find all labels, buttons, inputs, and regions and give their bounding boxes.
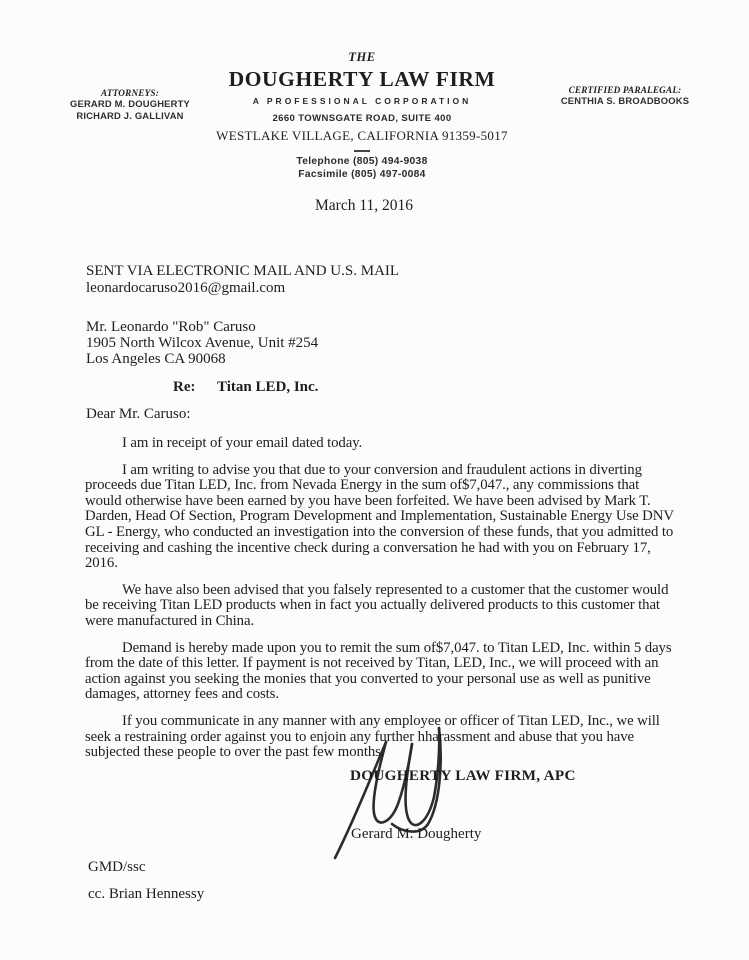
- firm-street-address: 2660 TOWNSGATE ROAD, SUITE 400: [272, 113, 452, 124]
- body-paragraph: Demand is hereby made upon you to remit the sum of$7,047. to Titan LED, Inc. within 5 days from the date of this letter. If payment is not received by Titan, LED, Inc., we will proceed with an action against you seeking the monies that you converted to your personal use as well as punitive damages, attorney fees and costs.: [85, 639, 672, 703]
- recipient-email: leonardocaruso2016@gmail.com: [86, 280, 286, 296]
- delivery-method-block: [86, 263, 399, 297]
- recipient-city: Los Angeles CA 90068: [86, 350, 226, 367]
- paralegal-name: CENTHIA S. BROADBOOKS: [560, 95, 690, 106]
- firm-article: THE: [348, 50, 376, 64]
- firm-city-address: WESTLAKE VILLAGE, CALIFORNIA 91359-5017: [216, 128, 508, 143]
- signature-firm-line: DOUGHERTY LAW FIRM, APC: [350, 767, 576, 784]
- salutation: Dear Mr. Caruso:: [86, 406, 191, 422]
- body-paragraph: If you communicate in any manner with any employee or officer of Titan LED, Inc., we will seek a restraining order against you to enjoin any further hharassment and abuse that you have subjected these people to over the past few months.: [85, 712, 660, 761]
- paralegal-block: [535, 85, 715, 107]
- typist-initials: GMD/ssc: [88, 859, 146, 875]
- re-line: [173, 379, 318, 396]
- recipient-name: Mr. Leonardo "Rob" Caruso: [86, 319, 256, 335]
- letter-date: March 11, 2016: [315, 197, 414, 214]
- delivery-method-line: SENT VIA ELECTRONIC MAIL AND U.S. MAIL: [86, 263, 400, 279]
- facsimile-line: Facsimile (805) 497-0084: [298, 168, 426, 180]
- firm-subtitle: A PROFESSIONAL CORPORATION: [252, 96, 472, 106]
- attorneys-label: ATTORNEYS:: [101, 88, 159, 98]
- firm-name: DOUGHERTY LAW FIRM: [228, 67, 496, 91]
- letter-body: [85, 436, 677, 772]
- body-paragraph: I am writing to advise you that due to your conversion and fraudulent actions in diverting proceeds due Titan LED, Inc. from Nevada Energy in the sum of$7,047., any commissions that would otherwise have been earned by you have been forfeited. We have been advised by Mark T. Darden, Head Of Section, Program Development and Implementation, Sustainable Energy Use DNV GL - Energy, who conducted an investigation into the conversion of these funds, that you admitted to receiving and cashing the incentive check during a conversation he had with you on February 17, 2016.: [85, 461, 674, 572]
- cc-line: cc. Brian Hennessy: [88, 886, 205, 902]
- body-paragraph: I am in receipt of your email dated today.: [122, 435, 363, 451]
- recipient-street: 1905 North Wilcox Avenue, Unit #254: [86, 334, 319, 351]
- recipient-address-block: [86, 320, 318, 367]
- attorney-name: RICHARD J. GALLIVAN: [76, 109, 184, 121]
- attorney-name: GERARD M. DOUGHERTY: [70, 98, 190, 109]
- body-paragraph: We have also been advised that you falsely represented to a customer that the customer would be receiving Titan LED products when in fact you actually delivered products to this customer that were manufactured in China.: [85, 581, 669, 629]
- telephone-line: Telephone (805) 494-9038: [296, 155, 428, 167]
- letterhead-divider: [354, 150, 370, 152]
- re-label: Re:: [173, 379, 196, 395]
- paralegal-label: CERTIFIED PARALEGAL:: [568, 85, 682, 95]
- signature-name: Gerard M. Dougherty: [351, 826, 482, 842]
- re-subject: Titan LED, Inc.: [217, 379, 319, 395]
